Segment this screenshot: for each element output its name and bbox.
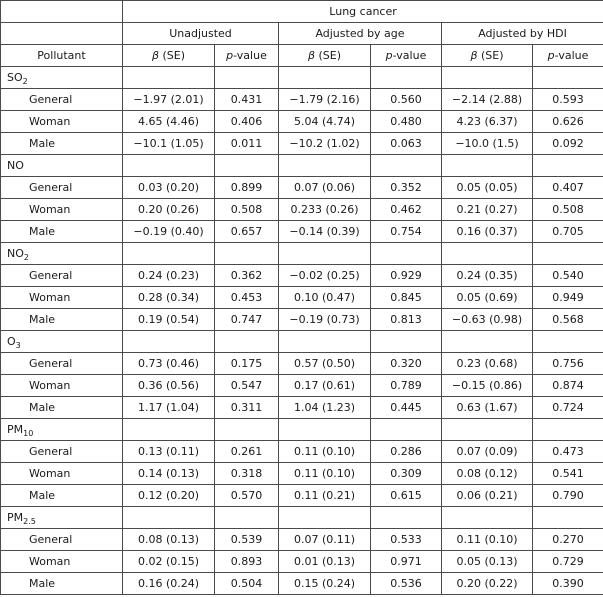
empty-cell bbox=[371, 243, 442, 265]
p-value-cell: 0.747 bbox=[215, 309, 279, 331]
p-value-cell: 0.790 bbox=[533, 485, 603, 507]
p-value-cell: 0.536 bbox=[371, 573, 442, 595]
pollutant-subscript: 2 bbox=[23, 253, 29, 262]
p-value-cell: 0.949 bbox=[533, 287, 603, 309]
pollutant-subscript: 3 bbox=[15, 341, 21, 350]
empty-cell bbox=[442, 507, 533, 529]
beta-se-cell: 0.13 (0.11) bbox=[123, 441, 215, 463]
p-value-cell: 0.568 bbox=[533, 309, 603, 331]
p-value-cell: 0.541 bbox=[533, 463, 603, 485]
beta-se-cell: 0.11 (0.21) bbox=[279, 485, 371, 507]
p-value-cell: 0.480 bbox=[371, 111, 442, 133]
beta-se-cell: 0.07 (0.09) bbox=[442, 441, 533, 463]
pollutant-base: SO bbox=[7, 71, 23, 84]
p-value-cell: 0.508 bbox=[533, 199, 603, 221]
p-value-cell: 0.092 bbox=[533, 133, 603, 155]
pollutant-base: O bbox=[7, 335, 16, 348]
empty-cell bbox=[279, 67, 371, 89]
empty-cell bbox=[123, 331, 215, 353]
beta-se-cell: 0.01 (0.13) bbox=[279, 551, 371, 573]
p-value-cell: 0.407 bbox=[533, 177, 603, 199]
empty-cell bbox=[215, 155, 279, 177]
p-value-cell: 0.845 bbox=[371, 287, 442, 309]
group-header-age: Adjusted by age bbox=[279, 23, 442, 45]
subgroup-label: General bbox=[1, 441, 123, 463]
p-symbol: p bbox=[385, 49, 393, 62]
p-value-cell: 0.175 bbox=[215, 353, 279, 375]
empty-cell bbox=[371, 507, 442, 529]
p-value-cell: 0.309 bbox=[371, 463, 442, 485]
pollutant-group-row bbox=[1, 419, 603, 441]
beta-suffix: (SE) bbox=[159, 49, 186, 62]
metric-header-row bbox=[1, 45, 603, 67]
p-symbol: p bbox=[226, 49, 234, 62]
beta-se-cell: 0.15 (0.24) bbox=[279, 573, 371, 595]
group-header-hdi: Adjusted by HDI bbox=[442, 23, 603, 45]
beta-symbol: β bbox=[307, 49, 315, 62]
empty-cell bbox=[442, 331, 533, 353]
beta-se-cell: −10.2 (1.02) bbox=[279, 133, 371, 155]
beta-se-cell: 0.20 (0.22) bbox=[442, 573, 533, 595]
beta-se-cell: 0.233 (0.26) bbox=[279, 199, 371, 221]
empty-cell bbox=[279, 419, 371, 441]
empty-cell bbox=[371, 155, 442, 177]
p-value-cell: 0.533 bbox=[371, 529, 442, 551]
table-row bbox=[1, 463, 603, 485]
beta-se-cell: 0.14 (0.13) bbox=[123, 463, 215, 485]
p-value-cell: 0.756 bbox=[533, 353, 603, 375]
pollutant-base: NO bbox=[7, 159, 24, 172]
empty-cell bbox=[371, 419, 442, 441]
table-row bbox=[1, 133, 603, 155]
beta-se-cell: 0.10 (0.47) bbox=[279, 287, 371, 309]
empty-cell bbox=[533, 243, 603, 265]
p-value-cell: 0.893 bbox=[215, 551, 279, 573]
beta-symbol: β bbox=[470, 49, 478, 62]
pollutant-subscript: 2.5 bbox=[23, 517, 36, 526]
empty-cell bbox=[215, 507, 279, 529]
beta-se-cell: 0.63 (1.67) bbox=[442, 397, 533, 419]
beta-se-cell: 0.21 (0.27) bbox=[442, 199, 533, 221]
p-value-cell: 0.540 bbox=[533, 265, 603, 287]
empty-cell bbox=[533, 507, 603, 529]
empty-cell bbox=[371, 331, 442, 353]
empty-cell bbox=[533, 331, 603, 353]
p-value-cell: 0.971 bbox=[371, 551, 442, 573]
p-value-cell: 0.874 bbox=[533, 375, 603, 397]
empty-cell bbox=[215, 331, 279, 353]
subgroup-label: Male bbox=[1, 397, 123, 419]
table-row bbox=[1, 353, 603, 375]
beta-se-cell: 0.36 (0.56) bbox=[123, 375, 215, 397]
p-value-cell: 0.899 bbox=[215, 177, 279, 199]
p-value-cell: 0.593 bbox=[533, 89, 603, 111]
p-value-cell: 0.453 bbox=[215, 287, 279, 309]
subgroup-label: Male bbox=[1, 133, 123, 155]
beta-se-cell: 0.07 (0.06) bbox=[279, 177, 371, 199]
empty-cell bbox=[123, 419, 215, 441]
p-value-cell: 0.406 bbox=[215, 111, 279, 133]
table-body bbox=[1, 67, 603, 595]
p-value-cell: 0.318 bbox=[215, 463, 279, 485]
p-value-cell: 0.539 bbox=[215, 529, 279, 551]
beta-se-cell: 4.23 (6.37) bbox=[442, 111, 533, 133]
beta-se-cell: 0.02 (0.15) bbox=[123, 551, 215, 573]
group-header-row bbox=[1, 23, 603, 45]
p-value-header bbox=[215, 45, 279, 67]
corner-cell bbox=[1, 1, 123, 23]
beta-se-cell: 0.24 (0.23) bbox=[123, 265, 215, 287]
beta-se-cell: −0.19 (0.40) bbox=[123, 221, 215, 243]
pollutant-group-row bbox=[1, 155, 603, 177]
p-value-cell: 0.011 bbox=[215, 133, 279, 155]
pollutant-name bbox=[1, 243, 123, 265]
beta-se-cell: −0.02 (0.25) bbox=[279, 265, 371, 287]
p-value-cell: 0.390 bbox=[533, 573, 603, 595]
p-value-cell: 0.261 bbox=[215, 441, 279, 463]
table-row bbox=[1, 309, 603, 331]
beta-se-cell: 0.16 (0.24) bbox=[123, 573, 215, 595]
table-row bbox=[1, 485, 603, 507]
beta-se-cell: 0.07 (0.11) bbox=[279, 529, 371, 551]
pollutant-group-row bbox=[1, 67, 603, 89]
empty-cell bbox=[533, 67, 603, 89]
subgroup-label: Woman bbox=[1, 551, 123, 573]
p-value-header bbox=[533, 45, 603, 67]
beta-suffix: (SE) bbox=[477, 49, 504, 62]
pollutant-name bbox=[1, 155, 123, 177]
p-value-cell: 0.547 bbox=[215, 375, 279, 397]
subgroup-label: General bbox=[1, 529, 123, 551]
beta-se-cell: 1.17 (1.04) bbox=[123, 397, 215, 419]
beta-se-cell: −0.63 (0.98) bbox=[442, 309, 533, 331]
pollutant-name bbox=[1, 331, 123, 353]
table-row bbox=[1, 441, 603, 463]
subgroup-label: General bbox=[1, 265, 123, 287]
empty-cell bbox=[123, 155, 215, 177]
pollutant-name bbox=[1, 419, 123, 441]
beta-suffix: (SE) bbox=[315, 49, 342, 62]
p-value-cell: 0.286 bbox=[371, 441, 442, 463]
table-row bbox=[1, 551, 603, 573]
beta-se-cell: 0.11 (0.10) bbox=[442, 529, 533, 551]
pollutant-group-row bbox=[1, 507, 603, 529]
beta-se-cell: 0.57 (0.50) bbox=[279, 353, 371, 375]
subgroup-label: Woman bbox=[1, 111, 123, 133]
beta-se-cell: 0.16 (0.37) bbox=[442, 221, 533, 243]
table-row bbox=[1, 397, 603, 419]
p-value-cell: 0.705 bbox=[533, 221, 603, 243]
beta-se-cell: −1.97 (2.01) bbox=[123, 89, 215, 111]
pollutant-base: NO bbox=[7, 247, 24, 260]
empty-cell bbox=[215, 67, 279, 89]
beta-se-cell: −10.1 (1.05) bbox=[123, 133, 215, 155]
p-value-cell: 0.362 bbox=[215, 265, 279, 287]
empty-cell bbox=[215, 419, 279, 441]
p-value-cell: 0.270 bbox=[533, 529, 603, 551]
beta-se-cell: 0.11 (0.10) bbox=[279, 463, 371, 485]
group-header-unadjusted: Unadjusted bbox=[123, 23, 279, 45]
beta-se-cell: 0.19 (0.54) bbox=[123, 309, 215, 331]
p-value-cell: 0.504 bbox=[215, 573, 279, 595]
table-row bbox=[1, 221, 603, 243]
p-value-cell: 0.615 bbox=[371, 485, 442, 507]
beta-se-cell: −10.0 (1.5) bbox=[442, 133, 533, 155]
table-row bbox=[1, 529, 603, 551]
beta-se-cell: 0.20 (0.26) bbox=[123, 199, 215, 221]
empty-cell bbox=[279, 243, 371, 265]
beta-se-header bbox=[279, 45, 371, 67]
empty-cell bbox=[123, 67, 215, 89]
title-row bbox=[1, 1, 603, 23]
beta-se-cell: 0.08 (0.12) bbox=[442, 463, 533, 485]
p-value-cell: 0.431 bbox=[215, 89, 279, 111]
p-value-cell: 0.352 bbox=[371, 177, 442, 199]
beta-se-cell: 0.05 (0.05) bbox=[442, 177, 533, 199]
p-suffix: -value bbox=[233, 49, 267, 62]
pollutant-name bbox=[1, 67, 123, 89]
empty-cell bbox=[123, 507, 215, 529]
p-value-cell: 0.929 bbox=[371, 265, 442, 287]
beta-se-cell: 5.04 (4.74) bbox=[279, 111, 371, 133]
subgroup-label: General bbox=[1, 353, 123, 375]
beta-se-cell: 4.65 (4.46) bbox=[123, 111, 215, 133]
pollutant-group-row bbox=[1, 331, 603, 353]
p-value-cell: 0.789 bbox=[371, 375, 442, 397]
p-value-cell: 0.508 bbox=[215, 199, 279, 221]
beta-se-cell: 1.04 (1.23) bbox=[279, 397, 371, 419]
pollutant-base: PM bbox=[7, 423, 24, 436]
empty-cell bbox=[215, 243, 279, 265]
beta-se-cell: −0.15 (0.86) bbox=[442, 375, 533, 397]
subgroup-label: Woman bbox=[1, 199, 123, 221]
beta-se-cell: −0.14 (0.39) bbox=[279, 221, 371, 243]
pollutant-name bbox=[1, 507, 123, 529]
subgroup-label: Male bbox=[1, 309, 123, 331]
subgroup-label: General bbox=[1, 89, 123, 111]
empty-cell bbox=[442, 419, 533, 441]
subgroup-label: Woman bbox=[1, 287, 123, 309]
pollutant-header: Pollutant bbox=[1, 45, 123, 67]
beta-se-cell: 0.24 (0.35) bbox=[442, 265, 533, 287]
p-value-cell: 0.560 bbox=[371, 89, 442, 111]
table-row bbox=[1, 111, 603, 133]
pollutant-base: PM bbox=[7, 511, 24, 524]
beta-se-cell: 0.12 (0.20) bbox=[123, 485, 215, 507]
table-row bbox=[1, 573, 603, 595]
empty-cell bbox=[442, 243, 533, 265]
subgroup-label: Male bbox=[1, 485, 123, 507]
p-value-cell: 0.063 bbox=[371, 133, 442, 155]
p-value-cell: 0.445 bbox=[371, 397, 442, 419]
empty-cell bbox=[371, 67, 442, 89]
beta-se-cell: 0.28 (0.34) bbox=[123, 287, 215, 309]
table-row bbox=[1, 265, 603, 287]
beta-se-cell: −1.79 (2.16) bbox=[279, 89, 371, 111]
empty-cell bbox=[533, 419, 603, 441]
p-value-cell: 0.813 bbox=[371, 309, 442, 331]
pollutant-subscript: 2 bbox=[22, 77, 28, 86]
pollutant-subscript: 10 bbox=[23, 429, 34, 438]
beta-se-header bbox=[442, 45, 533, 67]
empty-cell bbox=[279, 155, 371, 177]
table-row bbox=[1, 199, 603, 221]
beta-symbol: β bbox=[151, 49, 159, 62]
beta-se-header bbox=[123, 45, 215, 67]
empty-cell bbox=[442, 67, 533, 89]
empty-cell bbox=[279, 331, 371, 353]
p-value-cell: 0.729 bbox=[533, 551, 603, 573]
empty-cell bbox=[533, 155, 603, 177]
subgroup-label: Male bbox=[1, 573, 123, 595]
beta-se-cell: 0.05 (0.13) bbox=[442, 551, 533, 573]
p-value-cell: 0.657 bbox=[215, 221, 279, 243]
beta-se-cell: 0.03 (0.20) bbox=[123, 177, 215, 199]
beta-se-cell: −0.19 (0.73) bbox=[279, 309, 371, 331]
p-value-cell: 0.462 bbox=[371, 199, 442, 221]
p-suffix: -value bbox=[392, 49, 427, 62]
p-value-cell: 0.626 bbox=[533, 111, 603, 133]
empty-cell bbox=[442, 155, 533, 177]
subgroup-label: Woman bbox=[1, 463, 123, 485]
blank-header-cell bbox=[1, 23, 123, 45]
beta-se-cell: 0.06 (0.21) bbox=[442, 485, 533, 507]
empty-cell bbox=[123, 243, 215, 265]
beta-se-cell: 0.73 (0.46) bbox=[123, 353, 215, 375]
table-row bbox=[1, 89, 603, 111]
table-row bbox=[1, 177, 603, 199]
table-row bbox=[1, 375, 603, 397]
empty-cell bbox=[279, 507, 371, 529]
p-value-cell: 0.320 bbox=[371, 353, 442, 375]
pollutant-group-row bbox=[1, 243, 603, 265]
p-symbol: p bbox=[547, 49, 555, 62]
table-row bbox=[1, 287, 603, 309]
beta-se-cell: 0.11 (0.10) bbox=[279, 441, 371, 463]
beta-se-cell: 0.23 (0.68) bbox=[442, 353, 533, 375]
beta-se-cell: 0.08 (0.13) bbox=[123, 529, 215, 551]
p-suffix: -value bbox=[554, 49, 589, 62]
p-value-cell: 0.570 bbox=[215, 485, 279, 507]
p-value-cell: 0.473 bbox=[533, 441, 603, 463]
beta-se-cell: 0.17 (0.61) bbox=[279, 375, 371, 397]
table-title: Lung cancer bbox=[123, 1, 603, 23]
p-value-cell: 0.754 bbox=[371, 221, 442, 243]
subgroup-label: Woman bbox=[1, 375, 123, 397]
p-value-cell: 0.311 bbox=[215, 397, 279, 419]
p-value-cell: 0.724 bbox=[533, 397, 603, 419]
beta-se-cell: −2.14 (2.88) bbox=[442, 89, 533, 111]
subgroup-label: General bbox=[1, 177, 123, 199]
subgroup-label: Male bbox=[1, 221, 123, 243]
p-value-header bbox=[371, 45, 442, 67]
beta-se-cell: 0.05 (0.69) bbox=[442, 287, 533, 309]
